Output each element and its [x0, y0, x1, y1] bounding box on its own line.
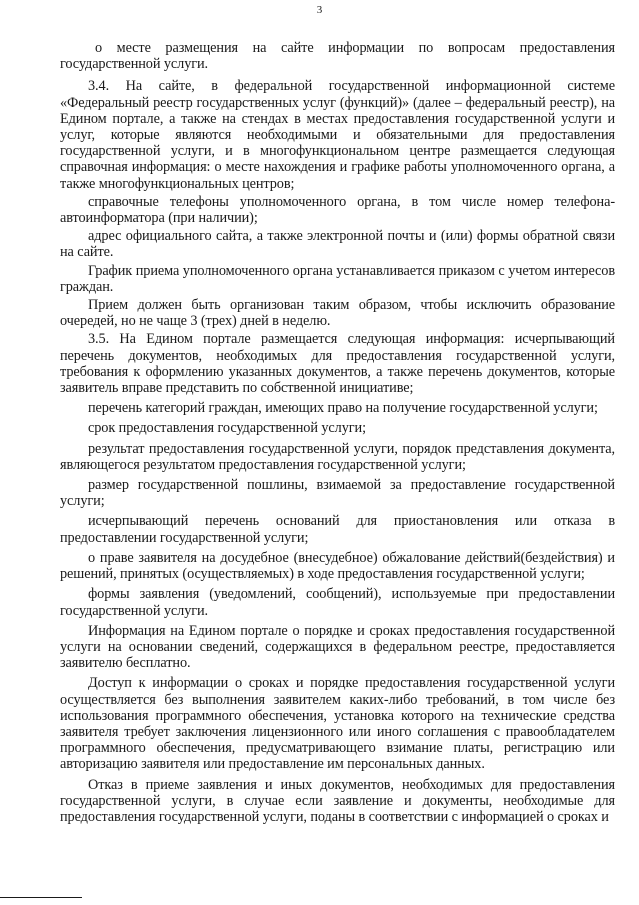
paragraph: График приема уполномоченного органа устанавливается приказом с учетом интересов граждан.	[60, 262, 615, 295]
paragraph: размер государственной пошлины, взимаемой за предоставление государственной услуги;	[60, 477, 615, 510]
paragraph: справочные телефоны уполномоченного органа, в том числе номер телефона-автоинформатора (при наличии);	[60, 193, 615, 227]
paragraph: Прием должен быть организован таким образом, чтобы исключить образование очередей, но не чаще 3 (трех) дней в неделю.	[60, 297, 615, 330]
document-body	[60, 40, 615, 829]
paragraph: Отказ в приеме заявления и иных документов, необходимых для предоставления государственной услуги, в случае если заявление и документы, необходимые для предоставления государственной услуги, поданы в соответствии с информацией о сроках и	[60, 776, 615, 825]
paragraph: исчерпывающий перечень оснований для приостановления или отказа в предоставлении государственной услуги;	[60, 513, 615, 546]
paragraph: срок предоставления государственной услуги;	[88, 420, 366, 437]
paragraph: Информация на Едином портале о порядке и сроках предоставления государственной услуги на основании сведений, содержащихся в федеральном реестре, предоставляется заявителю бесплатно.	[60, 622, 615, 672]
paragraph: 3.5. На Едином портале размещается следующая информация: исчерпывающий перечень документов, необходимых для предоставления государственной услуги, требования к оформлению указанных документов, а также перечень документов, которые заявитель вправе представить по собственной инициативе;	[60, 331, 615, 397]
paragraph: 3.4. На сайте, в федеральной государственной информационной системе «Федеральный реестр государственных услуг (функций)» (далее – федеральный реестр), на Едином портале, а также на стендах в местах предоставления государственной услуги и услуг, которые являются необходимыми и обязательными для предоставления государственной услуги, и в многофункциональном центре размещается следующая справочная информация: о месте нахождения и графике работы уполномоченного органа, а также многофункциональных центров;	[60, 78, 615, 192]
paragraph: результат предоставления государственной услуги, порядок представления документа, являющегося результатом предоставления государственной услуги;	[60, 440, 615, 473]
paragraph: о месте размещения на сайте информации по вопросам предоставления государственной услуги.	[60, 40, 615, 73]
paragraph: формы заявления (уведомлений, сообщений), используемые при предоставлении государственной услуги.	[60, 586, 615, 619]
paragraph: перечень категорий граждан, имеющих право на получение государственной услуги;	[88, 400, 598, 417]
paragraph: о праве заявителя на досудебное (внесудебное) обжалование действий(бездействия) и решений, принятых (осуществляемых) в ходе предоставления государственной услуги;	[60, 549, 615, 583]
paragraph: адрес официального сайта, а также электронной почты и (или) формы обратной связи на сайте.	[60, 228, 615, 261]
paragraph: Доступ к информации о сроках и порядке предоставления государственной услуги осуществляется без выполнения заявителем каких-либо требований, в том числе без использования программного обеспечения, установка которого на технические средства заявителя требует заключения лицензионного или иного соглашения с правообладателем программного обеспечения, предусматривающего взимание платы, регистрацию или авторизацию заявителя или предоставление им персональных данных.	[60, 675, 615, 773]
page-number: 3	[316, 4, 323, 16]
footnote-divider	[0, 897, 82, 898]
